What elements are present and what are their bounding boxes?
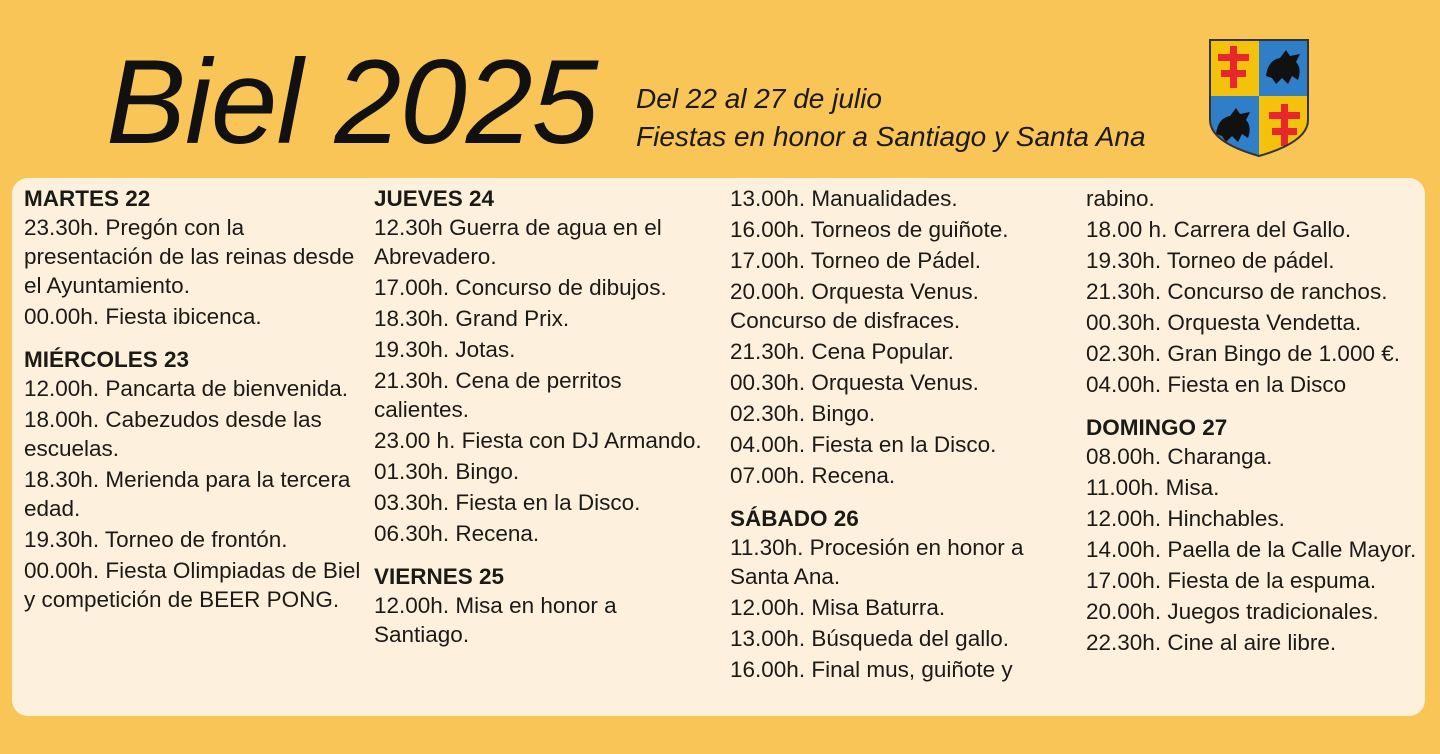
event-item: 23.30h. Pregón con la presentación de las reinas desde el Ayuntamiento. xyxy=(24,215,355,298)
event-item: 07.00h. Recena. xyxy=(730,463,896,488)
event-item: 13.00h. Búsqueda del gallo. xyxy=(730,626,1009,651)
event-item: 04.00h. Fiesta en la Disco. xyxy=(730,432,997,457)
program-panel xyxy=(12,178,1425,716)
event-item: 00.30h. Orquesta Venus. xyxy=(730,370,979,395)
page-title: Biel 2025 xyxy=(106,35,598,169)
festival-dedication: Fiestas en honor a Santiago y Santa Ana xyxy=(636,121,1146,152)
event-item: 20.00h. Juegos tradicionales. xyxy=(1086,599,1379,624)
event-item: 00.00h. Fiesta ibicenca. xyxy=(24,304,262,329)
event-item: rabino. xyxy=(1086,186,1155,211)
event-item: 12.00h. Hinchables. xyxy=(1086,506,1285,531)
event-item: 12.30h Guerra de agua en el Abrevadero. xyxy=(374,215,662,269)
program-column-4 xyxy=(1086,184,1421,659)
event-item: 20.00h. Orquesta Venus. Concurso de disfraces. xyxy=(730,279,979,333)
day-heading: JUEVES 24 xyxy=(374,186,495,211)
event-item: 18.00h. Cabezudos desde las escuelas. xyxy=(24,407,322,461)
event-item: 06.30h. Recena. xyxy=(374,521,540,546)
event-item: 11.30h. Procesión en honor a Santa Ana. xyxy=(730,535,1024,589)
event-item: 12.00h. Misa Baturra. xyxy=(730,595,946,620)
event-item: 21.30h. Cena Popular. xyxy=(730,339,954,364)
event-item: 11.00h. Misa. xyxy=(1086,475,1220,500)
event-item: 19.30h. Torneo de frontón. xyxy=(24,527,288,552)
event-item: 08.00h. Charanga. xyxy=(1086,444,1273,469)
event-item: 17.00h. Fiesta de la espuma. xyxy=(1086,568,1377,593)
subtitle xyxy=(636,80,1146,156)
day-heading: MARTES 22 xyxy=(24,186,151,211)
event-item: 17.00h. Concurso de dibujos. xyxy=(374,275,667,300)
event-item: 12.00h. Pancarta de bienvenida. xyxy=(24,376,348,401)
coat-of-arms-icon xyxy=(1208,38,1310,158)
event-item: 21.30h. Cena de perritos calientes. xyxy=(374,368,622,422)
program-column-1 xyxy=(24,184,369,616)
event-item: 16.00h. Torneos de guiñote. xyxy=(730,217,1009,242)
event-item: 18.00 h. Carrera del Gallo. xyxy=(1086,217,1352,242)
event-item: 19.30h. Torneo de pádel. xyxy=(1086,248,1335,273)
event-item: 01.30h. Bingo. xyxy=(374,459,520,484)
day-heading: SÁBADO 26 xyxy=(730,506,859,531)
program-column-2 xyxy=(374,184,714,651)
event-item: 12.00h. Misa en honor a Santiago. xyxy=(374,593,617,647)
event-item: 22.30h. Cine al aire libre. xyxy=(1086,630,1337,655)
day-heading: MIÉRCOLES 23 xyxy=(24,347,190,372)
event-item: 13.00h. Manualidades. xyxy=(730,186,958,211)
event-item: 02.30h. Bingo. xyxy=(730,401,876,426)
program-column-3 xyxy=(730,184,1070,686)
event-item: 18.30h. Grand Prix. xyxy=(374,306,570,331)
event-item: 14.00h. Paella de la Calle Mayor. xyxy=(1086,537,1417,562)
event-item: 23.00 h. Fiesta con DJ Armando. xyxy=(374,428,702,453)
event-item: 19.30h. Jotas. xyxy=(374,337,516,362)
festival-dates: Del 22 al 27 de julio xyxy=(636,83,882,114)
day-heading: VIERNES 25 xyxy=(374,564,505,589)
event-item: 03.30h. Fiesta en la Disco. xyxy=(374,490,641,515)
event-item: 18.30h. Merienda para la tercera edad. xyxy=(24,467,351,521)
event-item: 21.30h. Concurso de ranchos. xyxy=(1086,279,1388,304)
event-item: 16.00h. Final mus, guiñote y xyxy=(730,657,1013,682)
event-item: 02.30h. Gran Bingo de 1.000 €. xyxy=(1086,341,1400,366)
day-heading: DOMINGO 27 xyxy=(1086,415,1228,440)
event-item: 00.30h. Orquesta Vendetta. xyxy=(1086,310,1362,335)
event-item: 17.00h. Torneo de Pádel. xyxy=(730,248,982,273)
event-item: 00.00h. Fiesta Olimpiadas de Biel y competición de BEER PONG. xyxy=(24,558,361,612)
event-item: 04.00h. Fiesta en la Disco xyxy=(1086,372,1347,397)
